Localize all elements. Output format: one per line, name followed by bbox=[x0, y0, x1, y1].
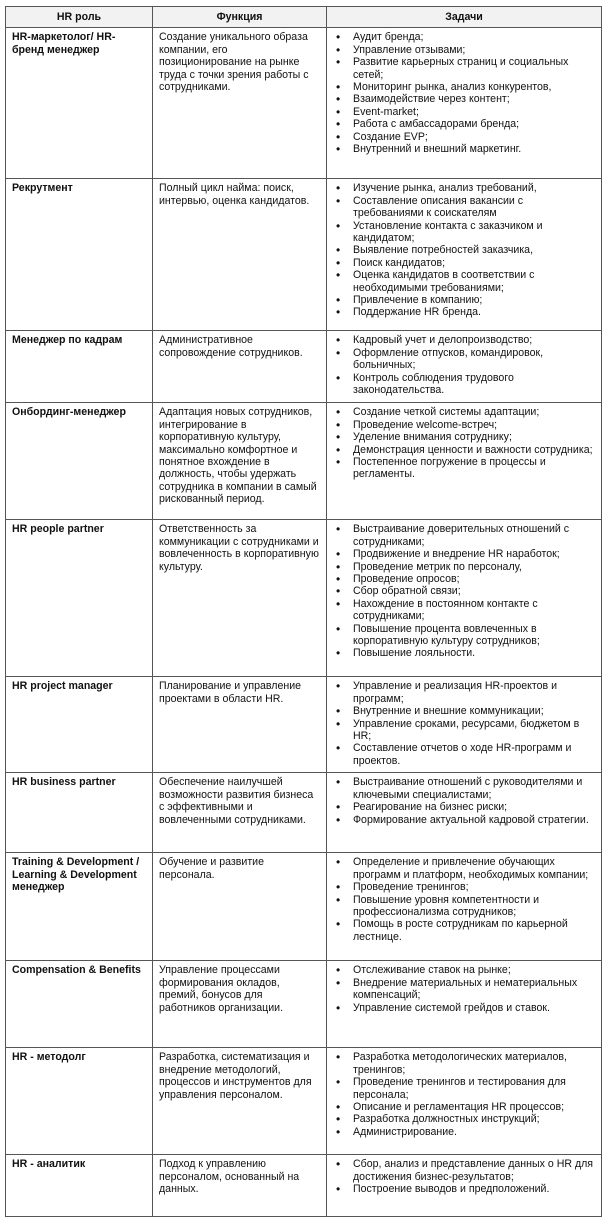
table-row bbox=[6, 677, 602, 773]
table-row bbox=[6, 773, 602, 853]
tasks-list bbox=[333, 964, 595, 1014]
task-item: • Внутренний и внешний маркетинг. bbox=[333, 143, 595, 155]
task-item: • Проведение опросов; bbox=[333, 573, 595, 585]
role-cell: Training & Development / Learning & Development менеджер bbox=[6, 853, 153, 961]
task-item: • Выстраивание отношений с руководителями и ключевыми специалистами; bbox=[333, 776, 595, 801]
table-row bbox=[6, 28, 602, 179]
tasks-cell bbox=[327, 961, 602, 1048]
task-item: • Взаимодействие через контент; bbox=[333, 93, 595, 105]
task-item: • Развитие карьерных страниц и социальных сетей; bbox=[333, 56, 595, 81]
role-cell: Рекрутмент bbox=[6, 179, 153, 331]
role-cell: HR people partner bbox=[6, 520, 153, 677]
header-tasks: Задачи bbox=[327, 7, 602, 28]
function-cell: Разработка, систематизация и внедрение методологий, процессов и инструментов для управления персоналом. bbox=[153, 1048, 327, 1155]
task-item: • Проведение тренингов и тестирования для персонала; bbox=[333, 1076, 595, 1101]
role-cell: HR - аналитик bbox=[6, 1155, 153, 1217]
task-item: • Поддержание HR бренда. bbox=[333, 306, 595, 318]
task-item: • Контроль соблюдения трудового законодательства. bbox=[333, 372, 595, 397]
task-item: • Реагирование на бизнес риски; bbox=[333, 801, 595, 813]
function-cell: Управление процессами формирования окладов, премий, бонусов для работников организации. bbox=[153, 961, 327, 1048]
role-cell: Менеджер по кадрам bbox=[6, 331, 153, 403]
task-item: • Оценка кандидатов в соответствии с необходимыми требованиями; bbox=[333, 269, 595, 294]
tasks-list bbox=[333, 31, 595, 155]
task-item: • Постепенное погружение в процессы и регламенты. bbox=[333, 456, 595, 481]
task-item: • Повышение уровня компетентности и профессионализма сотрудников; bbox=[333, 894, 595, 919]
table-row bbox=[6, 331, 602, 403]
tasks-list bbox=[333, 523, 595, 659]
task-item: • Проведение метрик по персоналу, bbox=[333, 561, 595, 573]
task-item: • Проведение welcome-встреч; bbox=[333, 419, 595, 431]
role-cell: HR business partner bbox=[6, 773, 153, 853]
task-item: • Администрирование. bbox=[333, 1126, 595, 1138]
table-body bbox=[6, 28, 602, 1217]
task-item: • Event-market; bbox=[333, 106, 595, 118]
task-item: • Выстраивание доверительных отношений с сотрудниками; bbox=[333, 523, 595, 548]
task-item: • Управление и реализация HR-проектов и программ; bbox=[333, 680, 595, 705]
task-item: • Создание четкой системы адаптации; bbox=[333, 406, 595, 418]
tasks-cell bbox=[327, 677, 602, 773]
task-item: • Составление описания вакансии с требованиями к соискателям bbox=[333, 195, 595, 220]
task-item: • Описание и регламентация HR процессов; bbox=[333, 1101, 595, 1113]
tasks-cell bbox=[327, 1048, 602, 1155]
hr-roles-table bbox=[5, 6, 602, 1217]
tasks-cell bbox=[327, 773, 602, 853]
task-item: • Сбор обратной связи; bbox=[333, 585, 595, 597]
task-item: • Разработка должностных инструкций; bbox=[333, 1113, 595, 1125]
function-cell: Подход к управлению персоналом, основанный на данных. bbox=[153, 1155, 327, 1217]
task-item: • Внедрение материальных и нематериальных компенсаций; bbox=[333, 977, 595, 1002]
table-row bbox=[6, 1048, 602, 1155]
function-cell: Планирование и управление проектами в области HR. bbox=[153, 677, 327, 773]
tasks-list bbox=[333, 776, 595, 826]
task-item: • Продвижение и внедрение HR наработок; bbox=[333, 548, 595, 560]
function-cell: Административное сопровождение сотрудников. bbox=[153, 331, 327, 403]
function-cell: Создание уникального образа компании, его позиционирование на рынке труда с точки зрения работы с сотрудниками. bbox=[153, 28, 327, 179]
header-role: HR роль bbox=[6, 7, 153, 28]
tasks-list bbox=[333, 334, 595, 396]
table-row bbox=[6, 1155, 602, 1217]
task-item: • Повышение процента вовлеченных в корпоративную культуру сотрудников; bbox=[333, 623, 595, 648]
role-cell: Compensation & Benefits bbox=[6, 961, 153, 1048]
function-cell: Обучение и развитие персонала. bbox=[153, 853, 327, 961]
task-item: • Помощь в росте сотрудникам по карьерной лестнице. bbox=[333, 918, 595, 943]
function-cell: Полный цикл найма: поиск, интервью, оценка кандидатов. bbox=[153, 179, 327, 331]
role-cell: HR project manager bbox=[6, 677, 153, 773]
task-item: • Сбор, анализ и представление данных о HR для достижения бизнес-результатов; bbox=[333, 1158, 595, 1183]
table-row bbox=[6, 403, 602, 520]
tasks-cell bbox=[327, 520, 602, 677]
task-item: • Внутренние и внешние коммуникации; bbox=[333, 705, 595, 717]
tasks-list bbox=[333, 182, 595, 318]
task-item: • Аудит бренда; bbox=[333, 31, 595, 43]
table-row bbox=[6, 179, 602, 331]
task-item: • Мониторинг рынка, анализ конкурентов, bbox=[333, 81, 595, 93]
header-function: Функция bbox=[153, 7, 327, 28]
task-item: • Оформление отпусков, командировок, больничных; bbox=[333, 347, 595, 372]
task-item: • Разработка методологических материалов, тренингов; bbox=[333, 1051, 595, 1076]
tasks-cell bbox=[327, 403, 602, 520]
task-item: • Изучение рынка, анализ требований, bbox=[333, 182, 595, 194]
task-item: • Демонстрация ценности и важности сотрудника; bbox=[333, 444, 595, 456]
task-item: • Создание EVP; bbox=[333, 131, 595, 143]
task-item: • Поиск кандидатов; bbox=[333, 257, 595, 269]
tasks-cell bbox=[327, 28, 602, 179]
function-cell: Обеспечение наилучшей возможности развития бизнеса с эффективными и вовлеченными сотрудниками. bbox=[153, 773, 327, 853]
task-item: • Выявление потребностей заказчика, bbox=[333, 244, 595, 256]
tasks-list bbox=[333, 856, 595, 943]
task-item: • Кадровый учет и делопроизводство; bbox=[333, 334, 595, 346]
task-item: • Установление контакта с заказчиком и кандидатом; bbox=[333, 220, 595, 245]
task-item: • Определение и привлечение обучающих программ и платформ, необходимых компании; bbox=[333, 856, 595, 881]
table-row bbox=[6, 520, 602, 677]
task-item: • Управление системой грейдов и ставок. bbox=[333, 1002, 595, 1014]
function-cell: Ответственность за коммуникации с сотрудниками и вовлеченность в корпоративную культуру. bbox=[153, 520, 327, 677]
task-item: • Проведение тренингов; bbox=[333, 881, 595, 893]
tasks-list bbox=[333, 406, 595, 480]
task-item: • Нахождение в постоянном контакте с сотрудниками; bbox=[333, 598, 595, 623]
function-cell: Адаптация новых сотрудников, интегрирование в корпоративную культуру, максимально комфортное и понятное вхождение в должность, чтобы удержать сотрудника в компании в самый рискованный период. bbox=[153, 403, 327, 520]
task-item: • Привлечение в компанию; bbox=[333, 294, 595, 306]
tasks-list bbox=[333, 1158, 595, 1195]
task-item: • Отслеживание ставок на рынке; bbox=[333, 964, 595, 976]
task-item: • Управление сроками, ресурсами, бюджетом в HR; bbox=[333, 718, 595, 743]
tasks-cell bbox=[327, 331, 602, 403]
task-item: • Уделение внимания сотруднику; bbox=[333, 431, 595, 443]
role-cell: HR - методолг bbox=[6, 1048, 153, 1155]
tasks-list bbox=[333, 1051, 595, 1138]
tasks-cell bbox=[327, 1155, 602, 1217]
task-item: • Работа с амбассадорами бренда; bbox=[333, 118, 595, 130]
tasks-cell bbox=[327, 179, 602, 331]
task-item: • Составление отчетов о ходе HR-программ и проектов. bbox=[333, 742, 595, 767]
table-row bbox=[6, 853, 602, 961]
table-row bbox=[6, 961, 602, 1048]
task-item: • Построение выводов и предположений. bbox=[333, 1183, 595, 1195]
table-header-row bbox=[6, 7, 602, 28]
task-item: • Формирование актуальной кадровой стратегии. bbox=[333, 814, 595, 826]
tasks-list bbox=[333, 680, 595, 767]
task-item: • Повышение лояльности. bbox=[333, 647, 595, 659]
role-cell: Онбординг-менеджер bbox=[6, 403, 153, 520]
task-item: • Управление отзывами; bbox=[333, 44, 595, 56]
tasks-cell bbox=[327, 853, 602, 961]
role-cell: HR-маркетолог/ HR-бренд менеджер bbox=[6, 28, 153, 179]
